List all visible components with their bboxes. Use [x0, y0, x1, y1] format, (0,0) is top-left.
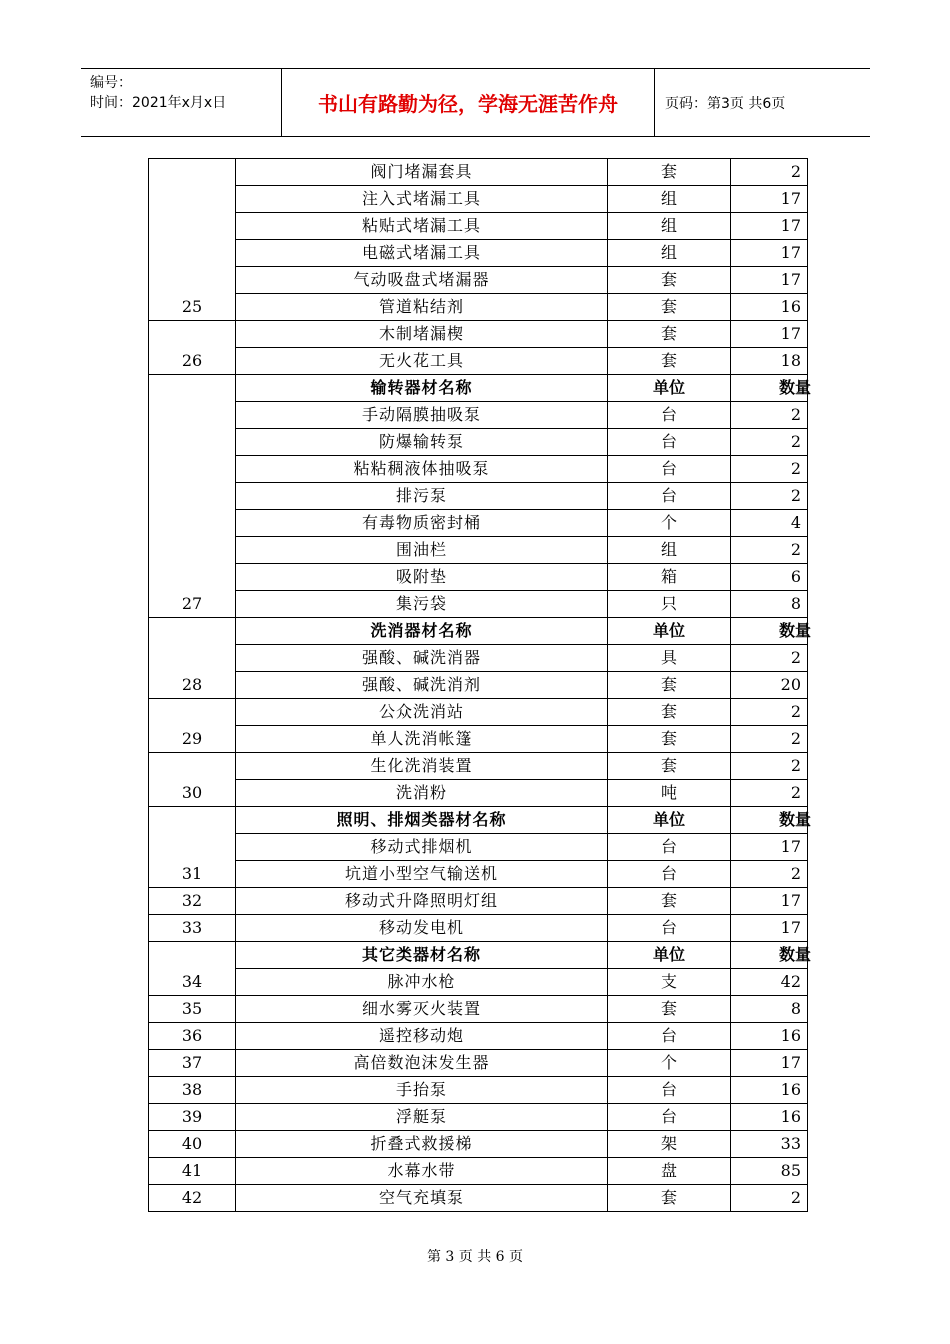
table-row — [149, 672, 808, 699]
item-unit-cell: 吨 — [608, 780, 731, 807]
section-qty-heading — [731, 942, 811, 969]
item-unit-cell: 套 — [608, 321, 731, 348]
item-quantity-cell: 2 — [731, 780, 808, 807]
item-name-cell: 坑道小型空气输送机 — [236, 861, 608, 888]
table-row — [149, 537, 808, 564]
header-motto — [282, 69, 654, 136]
item-unit-cell: 台 — [608, 834, 731, 861]
item-unit-cell: 箱 — [608, 564, 731, 591]
table-row — [149, 1158, 808, 1185]
item-name-cell: 细水雾灭火装置 — [236, 996, 608, 1023]
item-quantity-cell: 17 — [731, 267, 808, 294]
table-row — [149, 321, 808, 348]
item-name-cell: 管道粘结剂 — [236, 294, 608, 321]
item-name-cell: 强酸、碱洗消剂 — [236, 672, 608, 699]
section-qty-heading — [731, 807, 811, 834]
item-number-cell: 35 — [149, 996, 236, 1023]
section-qty-heading — [731, 375, 811, 402]
section-header-row — [149, 942, 808, 969]
table-row — [149, 213, 808, 240]
item-name-cell: 生化洗消装置 — [236, 753, 608, 780]
page-footer: 第 3 页 共 6 页 — [426, 1249, 524, 1265]
item-name-cell: 阀门堵漏套具 — [236, 159, 608, 186]
item-unit-cell: 台 — [608, 429, 731, 456]
item-quantity-cell: 17 — [731, 1050, 808, 1077]
table-row — [149, 510, 808, 537]
item-quantity-cell: 2 — [731, 402, 808, 429]
item-unit-cell: 架 — [608, 1131, 731, 1158]
item-quantity-cell: 8 — [731, 591, 808, 618]
item-quantity-cell: 2 — [731, 159, 808, 186]
item-name-cell: 高倍数泡沫发生器 — [236, 1050, 608, 1077]
item-number-cell: 28 — [149, 618, 236, 699]
table-row — [149, 294, 808, 321]
item-number-cell: 39 — [149, 1104, 236, 1131]
item-number-cell: 42 — [149, 1185, 236, 1212]
item-quantity-cell: 2 — [731, 861, 808, 888]
item-unit-cell: 组 — [608, 213, 731, 240]
item-quantity-cell: 17 — [731, 834, 808, 861]
item-unit-cell: 套 — [608, 1185, 731, 1212]
section-qty-text: 数量 — [778, 378, 811, 397]
page-header — [81, 68, 870, 137]
item-name-cell: 公众洗消站 — [236, 699, 608, 726]
document-time-label: 时间：2021年x月x日 — [90, 95, 227, 111]
item-unit-cell: 台 — [608, 483, 731, 510]
section-name-heading: 输转器材名称 — [236, 375, 608, 402]
item-name-cell: 木制堵漏楔 — [236, 321, 608, 348]
section-qty-text: 数量 — [778, 810, 811, 829]
item-unit-cell: 台 — [608, 402, 731, 429]
motto-text: 书山有路勤为径，学海无涯苦作舟 — [318, 92, 618, 116]
item-name-cell: 手动隔膜抽吸泵 — [236, 402, 608, 429]
table-row — [149, 969, 808, 996]
table-row — [149, 726, 808, 753]
item-quantity-cell: 17 — [731, 186, 808, 213]
item-unit-cell: 套 — [608, 996, 731, 1023]
item-unit-cell: 具 — [608, 645, 731, 672]
item-quantity-cell: 6 — [731, 564, 808, 591]
item-unit-cell: 套 — [608, 294, 731, 321]
item-quantity-cell: 8 — [731, 996, 808, 1023]
item-name-cell: 空气充填泵 — [236, 1185, 608, 1212]
item-quantity-cell: 16 — [731, 1104, 808, 1131]
item-quantity-cell: 85 — [731, 1158, 808, 1185]
item-quantity-cell: 2 — [731, 537, 808, 564]
item-unit-cell: 组 — [608, 537, 731, 564]
item-name-cell: 强酸、碱洗消器 — [236, 645, 608, 672]
item-name-cell: 移动式升降照明灯组 — [236, 888, 608, 915]
item-quantity-cell: 17 — [731, 915, 808, 942]
item-unit-cell: 套 — [608, 753, 731, 780]
item-name-cell: 排污泵 — [236, 483, 608, 510]
item-unit-cell: 组 — [608, 186, 731, 213]
item-name-cell: 集污袋 — [236, 591, 608, 618]
section-header-row — [149, 618, 808, 645]
section-unit-heading: 单位 — [608, 375, 731, 402]
item-quantity-cell: 2 — [731, 429, 808, 456]
item-name-cell: 移动式排烟机 — [236, 834, 608, 861]
table-row — [149, 996, 808, 1023]
item-quantity-cell: 16 — [731, 1023, 808, 1050]
item-unit-cell: 台 — [608, 861, 731, 888]
table-row — [149, 861, 808, 888]
item-name-cell: 水幕水带 — [236, 1158, 608, 1185]
item-unit-cell: 组 — [608, 240, 731, 267]
item-name-cell: 洗消粉 — [236, 780, 608, 807]
item-quantity-cell: 17 — [731, 213, 808, 240]
item-name-cell: 围油栏 — [236, 537, 608, 564]
item-name-cell: 单人洗消帐篷 — [236, 726, 608, 753]
page-info-text: 页码：第3页 共6页 — [665, 95, 786, 112]
item-name-cell: 有毒物质密封桶 — [236, 510, 608, 537]
section-unit-heading: 单位 — [608, 942, 731, 969]
table-row — [149, 186, 808, 213]
item-unit-cell: 套 — [608, 672, 731, 699]
table-row — [149, 240, 808, 267]
table-row — [149, 564, 808, 591]
item-unit-cell: 个 — [608, 1050, 731, 1077]
table-row — [149, 645, 808, 672]
item-name-cell: 粘贴式堵漏工具 — [236, 213, 608, 240]
table-row — [149, 834, 808, 861]
equipment-table — [148, 158, 811, 1212]
table-row — [149, 591, 808, 618]
item-number-cell: 25 — [149, 159, 236, 321]
table-row — [149, 888, 808, 915]
header-page-info — [655, 69, 870, 136]
item-quantity-cell: 17 — [731, 321, 808, 348]
item-quantity-cell: 4 — [731, 510, 808, 537]
item-number-cell: 41 — [149, 1158, 236, 1185]
item-number-cell: 40 — [149, 1131, 236, 1158]
item-quantity-cell: 2 — [731, 1185, 808, 1212]
item-name-cell: 遥控移动炮 — [236, 1023, 608, 1050]
table-row — [149, 753, 808, 780]
item-name-cell: 气动吸盘式堵漏器 — [236, 267, 608, 294]
item-unit-cell: 支 — [608, 969, 731, 996]
item-number-cell: 30 — [149, 753, 236, 807]
section-header-row — [149, 375, 808, 402]
item-number-cell: 32 — [149, 888, 236, 915]
header-meta — [81, 69, 281, 136]
table-row — [149, 483, 808, 510]
section-qty-heading — [731, 618, 811, 645]
table-row — [149, 159, 808, 186]
item-quantity-cell: 16 — [731, 294, 808, 321]
table-row — [149, 348, 808, 375]
section-name-heading: 洗消器材名称 — [236, 618, 608, 645]
item-name-cell: 无火花工具 — [236, 348, 608, 375]
item-quantity-cell: 17 — [731, 888, 808, 915]
section-qty-text: 数量 — [778, 945, 811, 964]
item-number-cell: 34 — [149, 942, 236, 996]
table-row — [149, 429, 808, 456]
item-quantity-cell: 2 — [731, 456, 808, 483]
item-unit-cell: 套 — [608, 348, 731, 375]
item-unit-cell: 台 — [608, 456, 731, 483]
item-unit-cell: 台 — [608, 1077, 731, 1104]
item-number-cell: 38 — [149, 1077, 236, 1104]
item-quantity-cell: 2 — [731, 645, 808, 672]
item-number-cell: 29 — [149, 699, 236, 753]
table-row — [149, 1131, 808, 1158]
item-unit-cell: 个 — [608, 510, 731, 537]
document-number-label: 编号： — [90, 75, 132, 91]
item-unit-cell: 盘 — [608, 1158, 731, 1185]
item-name-cell: 脉冲水枪 — [236, 969, 608, 996]
item-number-cell: 31 — [149, 807, 236, 888]
item-name-cell: 防爆输转泵 — [236, 429, 608, 456]
item-quantity-cell: 2 — [731, 726, 808, 753]
section-name-heading: 照明、排烟类器材名称 — [236, 807, 608, 834]
table-row — [149, 267, 808, 294]
item-name-cell: 移动发电机 — [236, 915, 608, 942]
item-unit-cell: 只 — [608, 591, 731, 618]
item-quantity-cell: 20 — [731, 672, 808, 699]
table-row — [149, 780, 808, 807]
item-number-cell: 37 — [149, 1050, 236, 1077]
item-unit-cell: 套 — [608, 159, 731, 186]
table-row — [149, 1023, 808, 1050]
item-unit-cell: 套 — [608, 726, 731, 753]
section-name-heading: 其它类器材名称 — [236, 942, 608, 969]
item-quantity-cell: 2 — [731, 753, 808, 780]
item-quantity-cell: 33 — [731, 1131, 808, 1158]
item-quantity-cell: 18 — [731, 348, 808, 375]
item-name-cell: 电磁式堵漏工具 — [236, 240, 608, 267]
item-quantity-cell: 17 — [731, 240, 808, 267]
item-quantity-cell: 2 — [731, 483, 808, 510]
table-row — [149, 1050, 808, 1077]
table-row — [149, 915, 808, 942]
section-unit-heading: 单位 — [608, 807, 731, 834]
item-name-cell: 折叠式救援梯 — [236, 1131, 608, 1158]
item-name-cell: 粘粘稠液体抽吸泵 — [236, 456, 608, 483]
item-unit-cell: 台 — [608, 915, 731, 942]
item-number-cell: 33 — [149, 915, 236, 942]
table-row — [149, 1185, 808, 1212]
item-number-cell: 26 — [149, 321, 236, 375]
item-unit-cell: 台 — [608, 1023, 731, 1050]
item-unit-cell: 套 — [608, 267, 731, 294]
table-row — [149, 699, 808, 726]
item-number-cell: 27 — [149, 375, 236, 618]
item-unit-cell: 套 — [608, 888, 731, 915]
item-quantity-cell: 16 — [731, 1077, 808, 1104]
item-unit-cell: 套 — [608, 699, 731, 726]
table-row — [149, 1104, 808, 1131]
table-row — [149, 402, 808, 429]
item-number-cell: 36 — [149, 1023, 236, 1050]
table-row — [149, 456, 808, 483]
item-name-cell: 浮艇泵 — [236, 1104, 608, 1131]
section-header-row — [149, 807, 808, 834]
table-row — [149, 1077, 808, 1104]
item-name-cell: 注入式堵漏工具 — [236, 186, 608, 213]
item-name-cell: 吸附垫 — [236, 564, 608, 591]
section-unit-heading: 单位 — [608, 618, 731, 645]
section-qty-text: 数量 — [778, 621, 811, 640]
item-quantity-cell: 2 — [731, 699, 808, 726]
item-name-cell: 手抬泵 — [236, 1077, 608, 1104]
item-quantity-cell: 42 — [731, 969, 808, 996]
item-unit-cell: 台 — [608, 1104, 731, 1131]
